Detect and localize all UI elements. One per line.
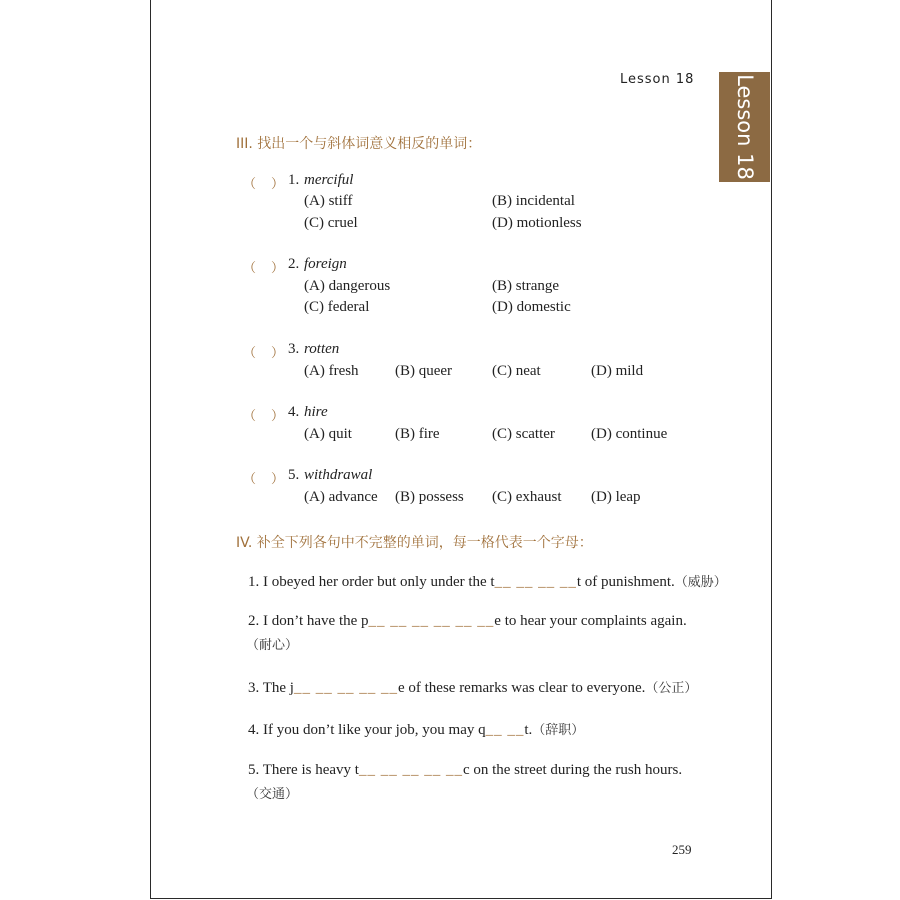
section-4-heading: IV. 补全下列各句中不完整的单词，每一格代表一个字母： [236, 535, 593, 551]
answer-paren-close: ） [271, 177, 285, 192]
option-c: (C) exhaust [492, 489, 562, 505]
option-b: (B) fire [395, 426, 440, 442]
lesson-tab [719, 72, 770, 182]
letter-blanks: __ __ __ __ __ __ [368, 613, 495, 629]
sentence-text-after: e to hear your complaints again. [494, 613, 687, 629]
option-a: (A) dangerous [304, 278, 391, 294]
option-b: (B) queer [395, 363, 453, 379]
section-3-heading: III. 找出一个与斜体词意义相反的单词： [236, 136, 482, 152]
chinese-hint: （交通） [246, 787, 299, 802]
sentence-text-after: t of punishment. [576, 574, 675, 590]
sentence-text-before: 1. I obeyed her order but only under the t [248, 574, 495, 590]
lesson-tab-label: Lesson 18 [732, 74, 757, 180]
sentence-3 [248, 677, 697, 697]
option-c: (C) neat [492, 363, 541, 379]
letter-blanks: __ __ __ __ [494, 574, 577, 590]
option-d: (D) motionless [492, 215, 582, 231]
sentence-2 [248, 613, 687, 630]
option-c: (C) scatter [492, 426, 555, 442]
answer-paren-open: （ [243, 346, 257, 361]
option-b: (B) possess [395, 489, 464, 505]
option-c: (C) federal [304, 299, 370, 315]
sentence-1 [248, 571, 727, 591]
answer-paren-open: （ [243, 177, 257, 192]
option-d: (D) domestic [492, 299, 571, 315]
option-d: (D) continue [591, 426, 668, 442]
option-a: (A) stiff [304, 193, 353, 209]
sentence-text-after: t. [524, 722, 533, 738]
letter-blanks: __ __ [485, 722, 525, 738]
question-word: merciful [304, 172, 354, 188]
question-word: foreign [304, 256, 347, 272]
chinese-hint: （耐心） [246, 638, 299, 653]
option-a: (A) fresh [304, 363, 359, 379]
letter-blanks: __ __ __ __ __ [293, 680, 398, 696]
running-header: Lesson 18 [620, 72, 695, 87]
sentence-text-before: 5. There is heavy t [248, 762, 359, 778]
answer-paren-open: （ [243, 261, 257, 276]
answer-paren-close: ） [271, 261, 285, 276]
chinese-hint: （威胁） [674, 575, 727, 590]
question-number: 2. [288, 256, 300, 272]
sentence-text-after: e of these remarks was clear to everyone. [397, 680, 646, 696]
letter-blanks: __ __ __ __ __ [358, 762, 463, 778]
sentence-text-after: c on the street during the rush hours. [462, 762, 683, 778]
option-d: (D) mild [591, 363, 644, 379]
sentence-text-before: 4. If you don’t like your job, you may q [248, 722, 486, 738]
option-b: (B) strange [492, 278, 560, 294]
question-number: 3. [288, 341, 300, 357]
option-c: (C) cruel [304, 215, 358, 231]
option-a: (A) advance [304, 489, 378, 505]
chinese-hint: （公正） [645, 681, 698, 696]
question-number: 4. [288, 404, 300, 420]
question-word: withdrawal [304, 467, 373, 483]
option-d: (D) leap [591, 489, 641, 505]
sentence-text-before: 2. I don’t have the p [248, 613, 369, 629]
answer-paren-close: ） [271, 346, 285, 361]
sentence-5 [248, 762, 682, 779]
answer-paren-close: ） [271, 409, 285, 424]
option-b: (B) incidental [492, 193, 575, 209]
page-number: 259 [672, 842, 692, 857]
option-a: (A) quit [304, 426, 352, 442]
question-number: 1. [288, 172, 300, 188]
question-word: hire [304, 404, 328, 420]
chinese-hint: （辞职） [532, 723, 585, 738]
sentence-text-before: 3. The j [248, 680, 294, 696]
sentence-4 [248, 719, 584, 739]
question-number: 5. [288, 467, 300, 483]
question-word: rotten [304, 341, 340, 357]
answer-paren-close: ） [271, 472, 285, 487]
answer-paren-open: （ [243, 409, 257, 424]
answer-paren-open: （ [243, 472, 257, 487]
